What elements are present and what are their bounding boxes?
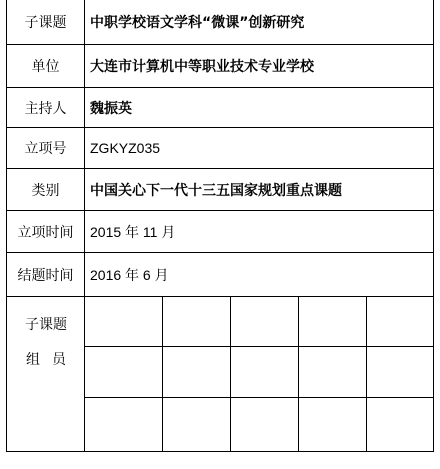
row-members (7, 296, 434, 451)
members-label-line1: 子课题 (25, 317, 67, 333)
row-approval-date (7, 210, 434, 252)
member-cell (231, 398, 299, 452)
member-cell (367, 347, 434, 398)
completion-date-value: 2016 年 6 月 (90, 266, 169, 283)
member-cell (299, 398, 367, 452)
members-label (7, 297, 85, 451)
category-value: 中国关心下一代十三五国家规划重点课题 (90, 182, 342, 199)
host-label: 主持人 (7, 88, 85, 127)
category-label: 类别 (7, 169, 85, 210)
row-category (7, 168, 434, 210)
member-cell (85, 347, 163, 398)
member-cell (299, 347, 367, 398)
member-cell (299, 297, 367, 347)
member-cell (163, 347, 231, 398)
member-cell (231, 347, 299, 398)
host-value: 魏振英 (90, 100, 132, 117)
member-cell (231, 297, 299, 347)
subproject-label: 子课题 (7, 0, 85, 44)
member-cell (163, 398, 231, 452)
completion-date-label: 结题时间 (7, 253, 85, 296)
approval-date-label: 立项时间 (7, 211, 85, 252)
member-cell (85, 398, 163, 452)
subproject-value: 中职学校语文学科“微课”创新研究 (90, 15, 305, 31)
project-number-label: 立项号 (7, 128, 85, 168)
project-number-value: ZGKYZ035 (90, 140, 161, 156)
member-cell (163, 297, 231, 347)
row-project-number (7, 127, 434, 168)
row-unit (7, 44, 434, 87)
members-label-line2: 组员 (26, 352, 78, 368)
approval-date-value: 2015 年 11 月 (90, 223, 176, 240)
member-cell (85, 297, 163, 347)
row-subproject (7, 0, 434, 44)
unit-label: 单位 (7, 45, 85, 87)
row-completion-date (7, 252, 434, 296)
unit-value: 大连市计算机中等职业技术专业学校 (90, 59, 314, 75)
member-cell (367, 297, 434, 347)
project-info-form (6, 0, 434, 452)
row-host (7, 87, 434, 127)
members-grid (85, 297, 434, 451)
member-cell (367, 398, 434, 452)
